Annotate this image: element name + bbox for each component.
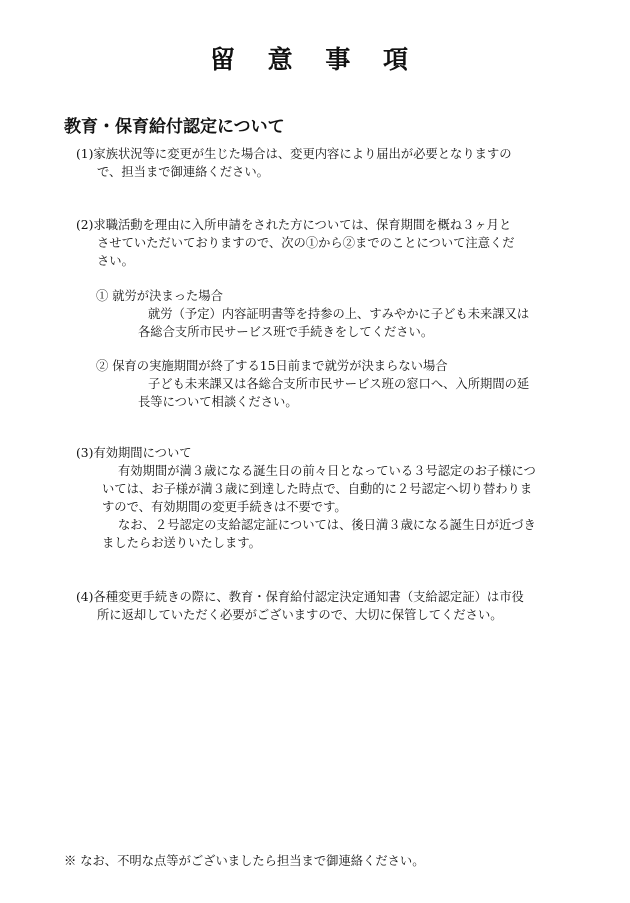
item-2-sub-1-line-1: 就労（予定）内容証明書等を持参の上、すみやかに子ども未来課又は: [148, 307, 530, 321]
item-2-sub-2: [96, 357, 529, 411]
item-3-line-5: ましたらお送りいたします。: [102, 536, 261, 550]
item-1-line-2: で、担当まで御連絡ください。: [97, 165, 269, 179]
item-2-sub-1: [96, 287, 529, 341]
item-2-sub-1-line-2: 各総合支所市民サービス班で手続きをしてください。: [138, 325, 434, 339]
footer-note: ※ なお、不明な点等がございましたら担当まで御連絡ください。: [64, 854, 425, 868]
item-2-sub-2-line-2: 長等について相談ください。: [138, 395, 298, 409]
item-2-line-2: させていただいておりますので、次の①から②までのことについて注意くだ: [97, 236, 515, 250]
item-2: [76, 216, 515, 270]
item-2-line-3: さい。: [97, 254, 134, 268]
item-3-line-2: いては、お子様が満３歳に到達した時点で、自動的に２号認定へ切り替わりま: [102, 482, 533, 496]
item-2-line-1: (2)求職活動を理由に入所申請をされた方については、保育期間を概ね３ヶ月と: [76, 218, 512, 232]
item-3-line-4: なお、２号認定の支給認定証については、後日満３歳になる誕生日が近づき: [118, 518, 536, 532]
item-4-line-1: (4)各種変更手続きの際に、教育・保育給付認定決定通知書（支給認定証）は市役: [76, 590, 524, 604]
item-3-line-1: 有効期間が満３歳になる誕生日の前々日となっている３号認定のお子様につ: [118, 464, 536, 478]
item-3-head: (3)有効期間について: [76, 446, 192, 460]
item-2-sub-2-line-1: 子ども未来課又は各総合支所市民サービス班の窓口へ、入所期間の延: [148, 377, 530, 391]
page-title: 留 意 事 項: [209, 45, 421, 74]
item-4-line-2: 所に返却していただく必要がございますので、大切に保管してください。: [97, 608, 503, 622]
item-1: [76, 145, 512, 181]
item-4: [76, 588, 524, 624]
item-3-line-3: すので、有効期間の変更手続きは不要です。: [102, 500, 347, 514]
item-3: [76, 444, 536, 552]
item-2-sub-2-head: ② 保育の実施期間が終了する15日前まで就労が決まらない場合: [96, 359, 448, 373]
item-1-line-1: (1)家族状況等に変更が生じた場合は、変更内容により届出が必要となりますの: [76, 147, 512, 161]
item-2-sub-1-head: ① 就労が決まった場合: [96, 289, 223, 303]
section-heading: 教育・保育給付認定について: [64, 117, 285, 137]
